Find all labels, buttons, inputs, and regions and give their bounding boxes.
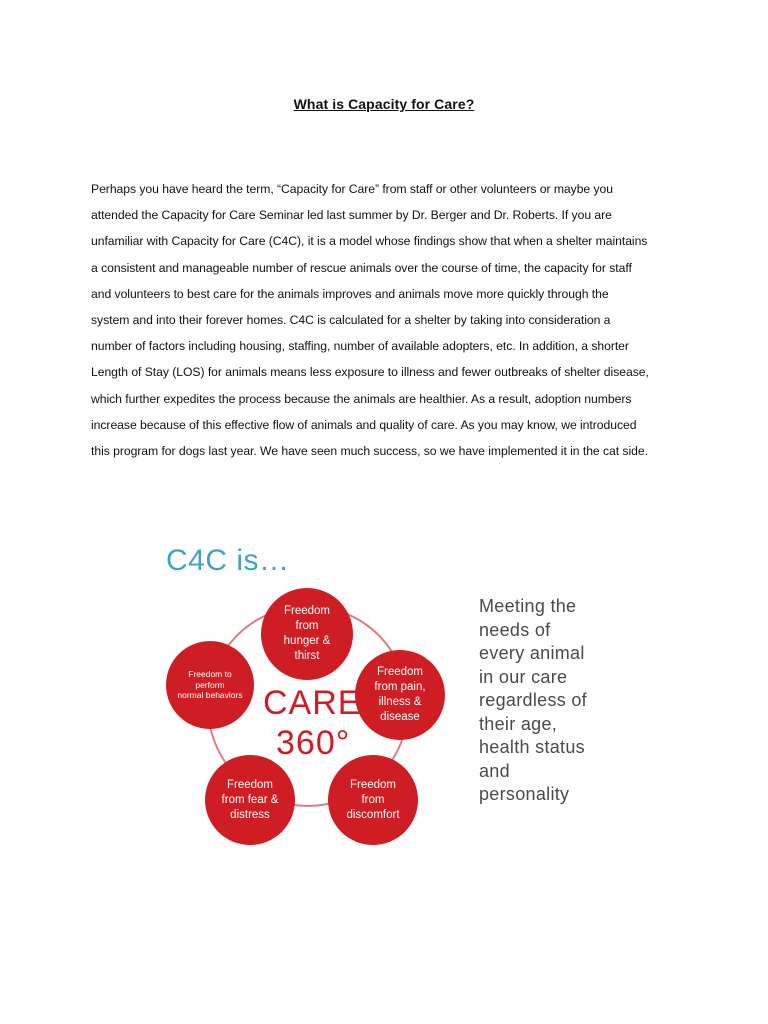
- needs-line: Meeting the: [479, 596, 577, 616]
- circle-label-hunger: [263, 590, 351, 678]
- needs-line: every animal: [479, 643, 585, 663]
- paragraph-line: which further expedites the process because the animals are healthier. As a result, adoption numbers: [91, 391, 632, 406]
- label-line: distress: [230, 808, 270, 821]
- label-line: Freedom: [376, 666, 423, 678]
- label-line: thirst: [294, 650, 320, 662]
- circle-label-behaviors: [166, 641, 254, 729]
- paragraph-line: this program for dogs last year. We have seen much success, so we have implemented it in the cat side.: [91, 444, 648, 459]
- circle-label-discomfort: [329, 756, 417, 844]
- document-title: What is Capacity for Care?: [293, 96, 475, 112]
- paragraph-line: number of factors including housing, staffing, number of available adopters, etc. In addition, a shorter: [91, 339, 629, 354]
- paragraph-line: and volunteers to best care for the animals improves and animals move more quickly through the: [91, 286, 609, 301]
- paragraph-line: system and into their forever homes. C4C is calculated for a shelter by taking into consideration a: [91, 313, 611, 328]
- label-line: disease: [380, 711, 420, 723]
- care-center-text: CARE: [263, 684, 362, 722]
- label-line: normal behaviors: [177, 690, 243, 701]
- label-line: from pain,: [374, 681, 426, 693]
- label-line: discomfort: [346, 808, 400, 821]
- label-line: hunger &: [283, 635, 331, 647]
- label-line: Freedom: [349, 778, 396, 791]
- graphic-heading: C4C is…: [166, 544, 290, 577]
- needs-statement: [479, 595, 649, 807]
- label-line: Freedom: [283, 605, 331, 617]
- label-line: Freedom to: [188, 669, 232, 680]
- circle-label-pain: [356, 651, 444, 739]
- needs-line: in our care: [479, 666, 568, 687]
- needs-line: needs of: [479, 619, 551, 640]
- needs-line: their age,: [479, 713, 558, 734]
- label-line: from: [361, 793, 385, 806]
- label-line: Freedom: [226, 778, 273, 791]
- label-line: from fear &: [221, 793, 279, 806]
- paragraph-line: Perhaps you have heard the term, “Capacity for Care” from staff or other volunteers or maybe you: [91, 182, 613, 196]
- paragraph-line: unfamiliar with Capacity for Care (C4C), it is a model whose findings show that when a shelter maintains: [91, 234, 648, 249]
- paragraph-line: a consistent and manageable number of rescue animals over the course of time, the capacity for staff: [91, 260, 632, 275]
- needs-line: health status: [479, 737, 585, 757]
- paragraph-line: Length of Stay (LOS) for animals means less exposure to illness and fewer outbreaks of shelter disease,: [91, 365, 649, 380]
- label-line: from: [295, 620, 319, 632]
- care-360-text: 360°: [276, 724, 351, 762]
- circle-label-fear: [206, 756, 294, 844]
- label-line: illness &: [378, 696, 422, 708]
- label-line: perform: [195, 679, 225, 690]
- needs-line: personality: [479, 784, 570, 804]
- needs-line: and: [479, 760, 510, 781]
- paragraph-line: increase because of this effective flow of animals and quality of care. As you may know, we introduced: [91, 417, 637, 432]
- paragraph-line: attended the Capacity for Care Seminar led last summer by Dr. Berger and Dr. Roberts. If you are: [91, 208, 612, 223]
- needs-line: regardless of: [479, 690, 587, 710]
